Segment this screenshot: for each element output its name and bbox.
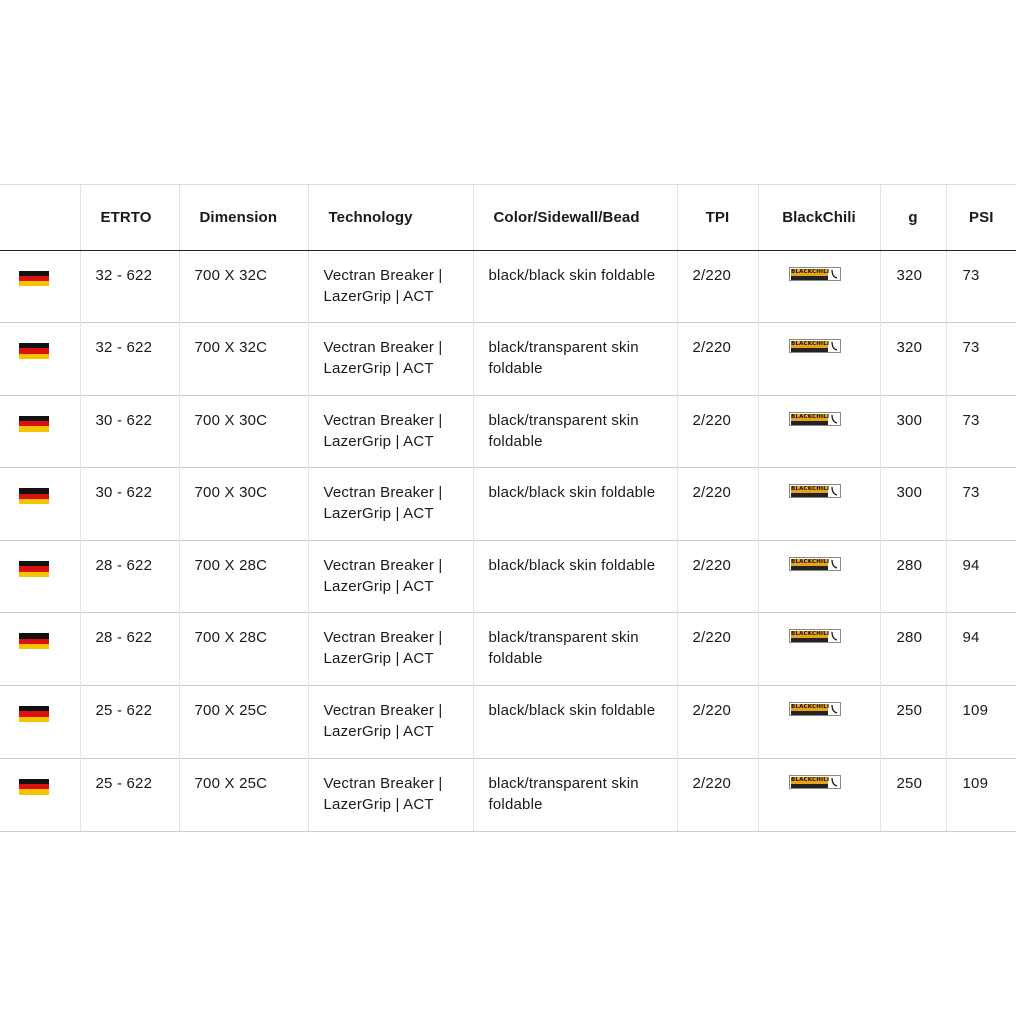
- header-blackchili: BlackChili: [758, 185, 880, 250]
- blackchili-logo-icon: BLACKCHILI: [789, 702, 841, 716]
- tpi-cell: 2/220: [677, 323, 758, 396]
- psi-cell: 94: [946, 540, 1016, 613]
- table-row: [0, 250, 1016, 323]
- psi-cell: 73: [946, 250, 1016, 323]
- weight-g-cell: 300: [880, 395, 946, 468]
- weight-g-cell: 320: [880, 250, 946, 323]
- blackchili-logo-icon: BLACKCHILI: [789, 339, 841, 353]
- etrto-cell: 25 - 622: [80, 758, 179, 831]
- header-color-sidewall-bead: Color/Sidewall/Bead: [473, 185, 677, 250]
- table-row: [0, 613, 1016, 686]
- weight-g-cell: 280: [880, 613, 946, 686]
- blackchili-logo-icon: BLACKCHILI: [789, 412, 841, 426]
- dimension-cell: 700 X 28C: [179, 613, 308, 686]
- table-row: [0, 758, 1016, 831]
- table-row: [0, 468, 1016, 541]
- weight-g-cell: 250: [880, 758, 946, 831]
- color-sidewall-bead-cell: black/transparent skin foldable: [473, 395, 677, 468]
- psi-cell: 109: [946, 758, 1016, 831]
- blackchili-cell: [758, 613, 880, 686]
- table-row: [0, 540, 1016, 613]
- technology-cell: Vectran Breaker | LazerGrip | ACT: [308, 250, 473, 323]
- technology-cell: Vectran Breaker | LazerGrip | ACT: [308, 323, 473, 396]
- tpi-cell: 2/220: [677, 613, 758, 686]
- germany-flag-icon: [19, 416, 49, 432]
- flag-cell: [0, 468, 80, 541]
- germany-flag-icon: [19, 271, 49, 287]
- color-sidewall-bead-cell: black/black skin foldable: [473, 540, 677, 613]
- etrto-cell: 28 - 622: [80, 540, 179, 613]
- color-sidewall-bead-cell: black/transparent skin foldable: [473, 323, 677, 396]
- header-etrto: ETRTO: [80, 185, 179, 250]
- dimension-cell: 700 X 28C: [179, 540, 308, 613]
- germany-flag-icon: [19, 488, 49, 504]
- table-row: [0, 323, 1016, 396]
- flag-cell: [0, 758, 80, 831]
- blackchili-cell: [758, 540, 880, 613]
- table-row: [0, 686, 1016, 759]
- etrto-cell: 32 - 622: [80, 323, 179, 396]
- color-sidewall-bead-cell: black/black skin foldable: [473, 468, 677, 541]
- flag-cell: [0, 613, 80, 686]
- blackchili-cell: [758, 323, 880, 396]
- weight-g-cell: 320: [880, 323, 946, 396]
- dimension-cell: 700 X 25C: [179, 686, 308, 759]
- etrto-cell: 30 - 622: [80, 468, 179, 541]
- etrto-cell: 32 - 622: [80, 250, 179, 323]
- etrto-cell: 30 - 622: [80, 395, 179, 468]
- etrto-cell: 28 - 622: [80, 613, 179, 686]
- weight-g-cell: 250: [880, 686, 946, 759]
- header-weight-g: g: [880, 185, 946, 250]
- psi-cell: 109: [946, 686, 1016, 759]
- header-tpi: TPI: [677, 185, 758, 250]
- blackchili-cell: [758, 758, 880, 831]
- psi-cell: 94: [946, 613, 1016, 686]
- psi-cell: 73: [946, 323, 1016, 396]
- blackchili-logo-icon: BLACKCHILI: [789, 267, 841, 281]
- header-psi: PSI: [946, 185, 1016, 250]
- technology-cell: Vectran Breaker | LazerGrip | ACT: [308, 468, 473, 541]
- header-flag: [0, 185, 80, 250]
- psi-cell: 73: [946, 468, 1016, 541]
- germany-flag-icon: [19, 779, 49, 795]
- germany-flag-icon: [19, 343, 49, 359]
- technology-cell: Vectran Breaker | LazerGrip | ACT: [308, 613, 473, 686]
- blackchili-logo-icon: BLACKCHILI: [789, 775, 841, 789]
- flag-cell: [0, 686, 80, 759]
- dimension-cell: 700 X 30C: [179, 468, 308, 541]
- flag-cell: [0, 250, 80, 323]
- color-sidewall-bead-cell: black/black skin foldable: [473, 686, 677, 759]
- blackchili-cell: [758, 250, 880, 323]
- technology-cell: Vectran Breaker | LazerGrip | ACT: [308, 758, 473, 831]
- flag-cell: [0, 540, 80, 613]
- germany-flag-icon: [19, 706, 49, 722]
- color-sidewall-bead-cell: black/transparent skin foldable: [473, 758, 677, 831]
- flag-cell: [0, 395, 80, 468]
- germany-flag-icon: [19, 561, 49, 577]
- flag-cell: [0, 323, 80, 396]
- blackchili-logo-icon: BLACKCHILI: [789, 484, 841, 498]
- tpi-cell: 2/220: [677, 686, 758, 759]
- blackchili-cell: [758, 468, 880, 541]
- weight-g-cell: 300: [880, 468, 946, 541]
- germany-flag-icon: [19, 633, 49, 649]
- blackchili-logo-icon: BLACKCHILI: [789, 629, 841, 643]
- tpi-cell: 2/220: [677, 540, 758, 613]
- tire-spec-table-container: [0, 184, 1016, 832]
- tpi-cell: 2/220: [677, 758, 758, 831]
- table-row: [0, 395, 1016, 468]
- blackchili-logo-icon: BLACKCHILI: [789, 557, 841, 571]
- psi-cell: 73: [946, 395, 1016, 468]
- blackchili-cell: [758, 395, 880, 468]
- dimension-cell: 700 X 25C: [179, 758, 308, 831]
- header-technology: Technology: [308, 185, 473, 250]
- etrto-cell: 25 - 622: [80, 686, 179, 759]
- technology-cell: Vectran Breaker | LazerGrip | ACT: [308, 686, 473, 759]
- tpi-cell: 2/220: [677, 468, 758, 541]
- header-dimension: Dimension: [179, 185, 308, 250]
- table-header-row: [0, 185, 1016, 250]
- tpi-cell: 2/220: [677, 395, 758, 468]
- dimension-cell: 700 X 32C: [179, 323, 308, 396]
- technology-cell: Vectran Breaker | LazerGrip | ACT: [308, 395, 473, 468]
- color-sidewall-bead-cell: black/transparent skin foldable: [473, 613, 677, 686]
- blackchili-cell: [758, 686, 880, 759]
- tpi-cell: 2/220: [677, 250, 758, 323]
- weight-g-cell: 280: [880, 540, 946, 613]
- technology-cell: Vectran Breaker | LazerGrip | ACT: [308, 540, 473, 613]
- dimension-cell: 700 X 32C: [179, 250, 308, 323]
- dimension-cell: 700 X 30C: [179, 395, 308, 468]
- tire-spec-table: [0, 185, 1016, 831]
- color-sidewall-bead-cell: black/black skin foldable: [473, 250, 677, 323]
